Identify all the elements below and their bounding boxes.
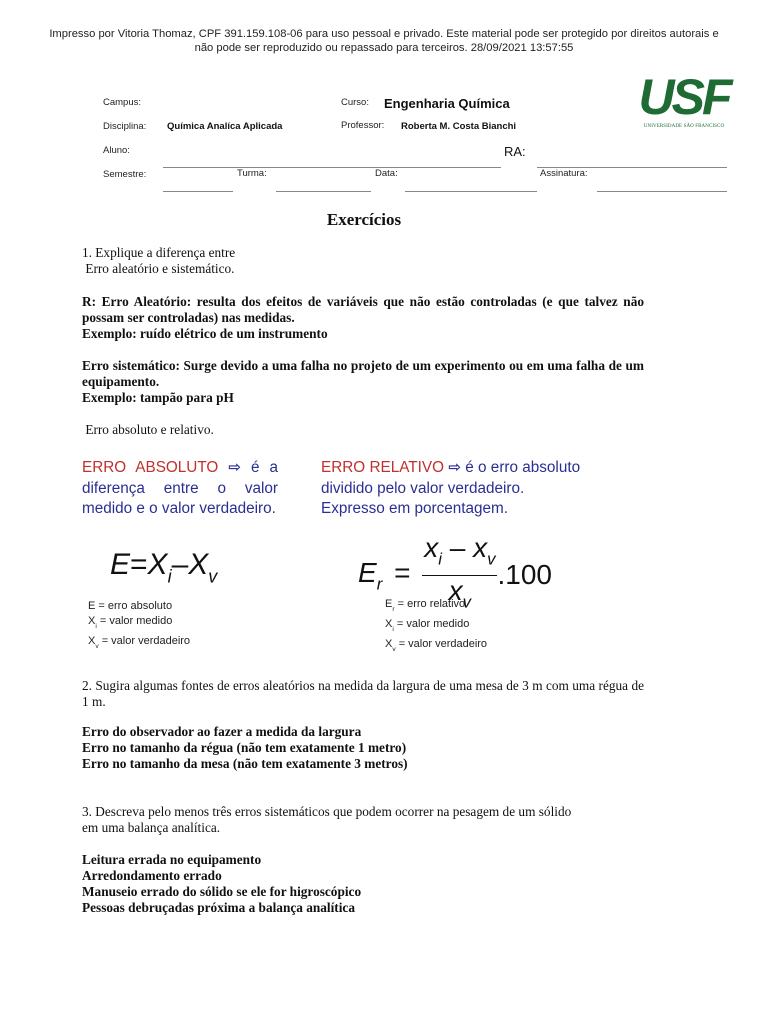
disciplina-label: Disciplina:: [103, 121, 147, 132]
formula-sub-v: v: [462, 592, 472, 611]
question-1: [82, 245, 644, 277]
campus-label: Campus:: [103, 97, 142, 108]
answer-item: Manuseio errado do sólido se ele for higroscópico: [82, 884, 362, 899]
turma-label: Turma:: [237, 168, 267, 179]
formula-equals: =: [394, 557, 411, 589]
formula-sub-r: r: [376, 574, 383, 594]
answer-random-error: R: Erro Aleatório: resulta dos efeitos de variáveis que não estão controladas (e que talvez não possam ser controladas) nas medidas.: [82, 294, 644, 325]
answer-item: Erro no tamanho da régua (não tem exatamente 1 metro): [82, 740, 407, 755]
legend-text: = valor medido: [96, 615, 173, 627]
legend-subscript: i: [392, 625, 394, 633]
right-arrow-icon: ⇨: [448, 459, 462, 476]
relative-error-lead: é o erro absoluto: [461, 459, 581, 476]
semestre-label: Semestre:: [103, 169, 147, 180]
watermark-line-2: não pode ser reproduzido ou repassado para terceiros. 28/09/2021 13:57:55: [194, 42, 574, 54]
absolute-error-definition: [82, 458, 278, 520]
answer-item: Leitura errada no equipamento: [82, 852, 262, 867]
legend-symbol: X: [385, 617, 393, 630]
watermark-line-1: Impresso por Vitoria Thomaz, CPF 391.159.108-06 para uso pessoal e privado. Este material pode ser protegido por direitos autorais e: [49, 28, 719, 40]
formula-xi: X: [147, 548, 168, 581]
legend-text: = valor verdadeiro: [98, 634, 191, 647]
assinatura-label: Assinatura:: [540, 168, 588, 179]
formula-minus: –: [171, 548, 189, 581]
legend-text: = erro absoluto: [95, 600, 173, 612]
legend-symbol: E: [88, 600, 96, 612]
question-2: 2. Sugira algumas fontes de erros aleatórios na medida da largura de uma mesa de 3 m com uma régua de 1 m.: [82, 678, 644, 709]
legend-symbol: X: [88, 634, 96, 647]
question-3-line-2: em uma balança analítica.: [82, 820, 221, 835]
question-1-line-2: Erro aleatório e sistemático.: [82, 261, 235, 276]
absolute-error-formula: [110, 548, 217, 594]
formula-er: [358, 557, 383, 594]
assinatura-field-line[interactable]: [597, 191, 727, 192]
print-watermark: [0, 27, 768, 55]
professor-label: Professor:: [341, 120, 385, 131]
relative-error-definition: [321, 458, 611, 520]
formula-xv: X: [188, 548, 209, 581]
aluno-label: Aluno:: [103, 145, 130, 156]
legend-subscript: v: [95, 642, 99, 650]
answer-systematic-error: Erro sistemático: Surge devido a uma falha no projeto de um experimento ou em uma falha de um equipamento.: [82, 358, 644, 389]
legend-symbol: E: [385, 598, 393, 610]
answer-systematic-example: Exemplo: tampão para pH: [82, 390, 234, 405]
legend-item: [385, 617, 487, 637]
disciplina-value: Química Analíca Aplicada: [167, 121, 283, 132]
formula-sub-i: i: [438, 549, 442, 569]
legend-subscript: i: [95, 622, 97, 630]
formula-e: E: [358, 557, 377, 589]
usf-logo: [638, 70, 730, 132]
legend-subscript: r: [392, 605, 395, 613]
formula-sub-i: i: [167, 566, 172, 587]
right-arrow-icon: ⇨: [228, 459, 242, 476]
usf-logo-text: USF: [638, 69, 730, 125]
legend-subscript: v: [392, 645, 396, 653]
aluno-field-line[interactable]: [163, 167, 501, 168]
formula-xi: x: [424, 532, 439, 563]
professor-value: Roberta M. Costa Bianchi: [401, 121, 517, 132]
question-3: [82, 804, 644, 836]
question-1-line-1: 1. Explique a diferença entre: [82, 245, 236, 260]
answer-item: Pessoas debruçadas próxima a balança analítica: [82, 900, 355, 915]
legend-item: [385, 597, 487, 617]
relative-error-line-2: dividido pelo valor verdadeiro.: [321, 479, 525, 497]
legend-item: [88, 634, 190, 654]
legend-symbol: X: [88, 615, 96, 627]
legend-item: [88, 614, 190, 634]
formula-numerator: [422, 533, 497, 576]
curso-value: Engenharia Química: [384, 96, 510, 111]
data-label: Data:: [375, 168, 398, 179]
answer-item: Arredondamento errado: [82, 868, 222, 883]
curso-label: Curso:: [341, 97, 369, 108]
absolute-error-lead: é a: [241, 459, 279, 476]
absolute-error-legend: [88, 599, 190, 654]
legend-item: [88, 599, 190, 614]
usf-logo-subtitle: UNIVERSIDADE SÃO FRANCISCO: [643, 124, 725, 129]
legend-item: [385, 637, 487, 657]
legend-text: = erro relativo: [394, 598, 466, 610]
legend-text: = valor medido: [393, 617, 470, 630]
formula-sub-v: v: [487, 549, 496, 569]
formula-xv: x: [448, 574, 463, 606]
answer-item: Erro no tamanho da mesa (não tem exatamente 3 metros): [82, 756, 408, 771]
question-3-answers: [82, 852, 644, 916]
formula-equals: =: [130, 548, 148, 581]
answer-item: Erro do observador ao fazer a medida da largura: [82, 724, 362, 739]
data-field-line[interactable]: [405, 191, 537, 192]
page-title: Exercícios: [326, 210, 402, 229]
subquestion-absolute-relative: Erro absoluto e relativo.: [82, 422, 214, 437]
formula-minus: –: [441, 532, 474, 563]
relative-error-legend: [385, 597, 487, 656]
formula-sub-v: v: [208, 566, 218, 587]
answer-random-example: Exemplo: ruído elétrico de um instrumento: [82, 326, 328, 341]
ra-label: RA:: [504, 144, 526, 159]
question-2-answers: [82, 724, 644, 772]
absolute-error-description: diferença entre o valor medido e o valor verdadeiro.: [82, 479, 278, 517]
formula-e: E: [110, 548, 131, 581]
turma-field-line[interactable]: [276, 191, 371, 192]
legend-symbol: X: [385, 637, 393, 650]
formula-xv: x: [473, 532, 488, 563]
legend-text: = valor verdadeiro: [395, 637, 488, 650]
semestre-field-line[interactable]: [163, 191, 233, 192]
question-3-line-1: 3. Descreva pelo menos três erros sistemáticos que podem ocorrer na pesagem de um sólido: [82, 804, 572, 819]
absolute-error-heading: ERRO ABSOLUTO: [82, 459, 219, 476]
formula-times-100: .100: [497, 559, 552, 590]
relative-error-line-3: Expresso em porcentagem.: [321, 500, 509, 517]
relative-error-heading: ERRO RELATIVO: [321, 459, 444, 476]
